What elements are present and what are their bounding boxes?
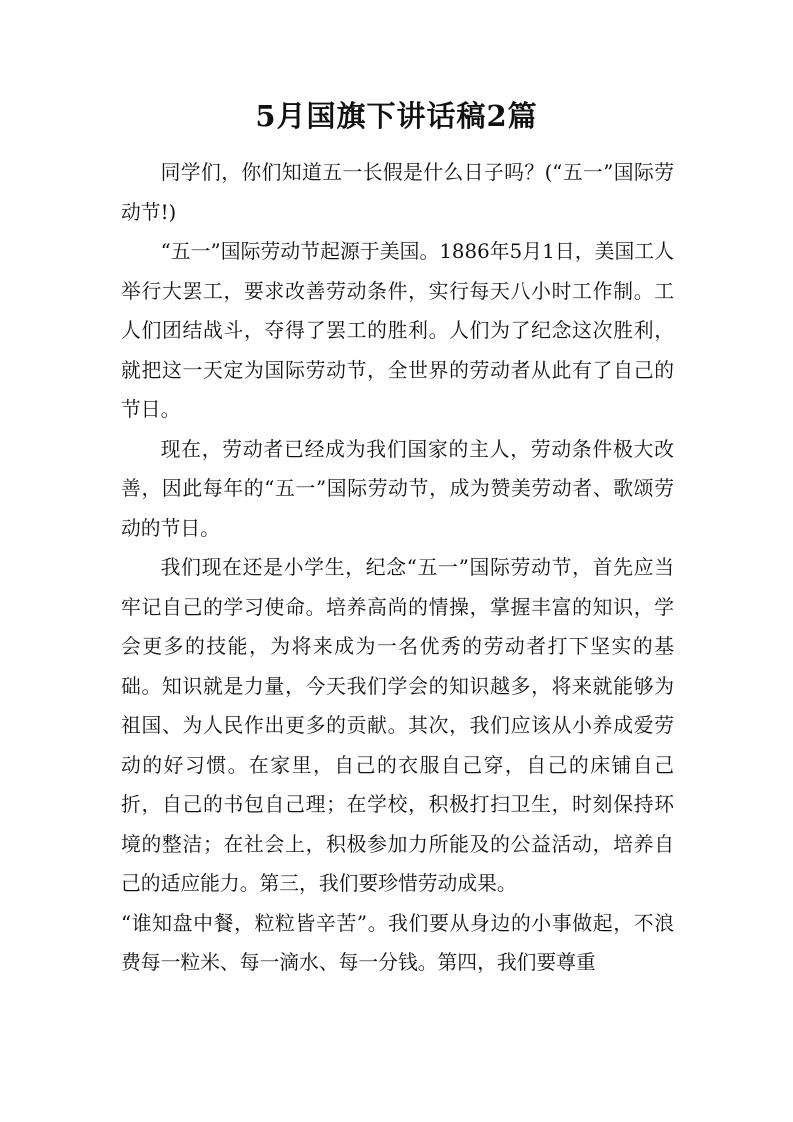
paragraph-5: “谁知盘中餐，粒粒皆辛苦”。我们要从身边的小事做起，不浪费每一粒米、每一滴水、每一分钱。第四，我们要尊重 (121, 911, 674, 974)
paragraph-2: “五一”国际劳动节起源于美国。1886年5月1日，美国工人举行大罢工，要求改善劳动条件，实行每天八小时工作制。工人们团结战斗，夺得了罢工的胜利。人们为了纪念这次胜利，就把这一天定为国际劳动节，全世界的劳动者从此有了自己的节日。 (121, 240, 674, 421)
paragraph-1: 同学们，你们知道五一长假是什么日子吗？(“五一”国际劳动节!) (121, 161, 674, 224)
paragraph-4: 我们现在还是小学生，纪念“五一”国际劳动节，首先应当牢记自己的学习使命。培养高尚的情操，掌握丰富的知识，学会更多的技能，为将来成为一名优秀的劳动者打下坚实的基础。知识就是力量，今天我们学会的知识越多，将来就能够为祖国、为人民作出更多的贡献。其次，我们应该从小养成爱劳动的好习惯。在家里，自己的衣服自己穿，自己的床铺自己折，自己的书包自己理；在学校，积极打扫卫生，时刻保持环境的整洁；在社会上，积极参加力所能及的公益活动，培养自己的适应能力。第三，我们要珍惜劳动成果。 (121, 556, 674, 895)
document-body (121, 153, 674, 983)
document-title: 5月国旗下讲话稿2篇 (255, 99, 538, 133)
paragraph-3: 现在，劳动者已经成为我们国家的主人，劳动条件极大改善，因此每年的“五一”国际劳动节，成为赞美劳动者、歌颂劳动的节日。 (121, 437, 674, 540)
